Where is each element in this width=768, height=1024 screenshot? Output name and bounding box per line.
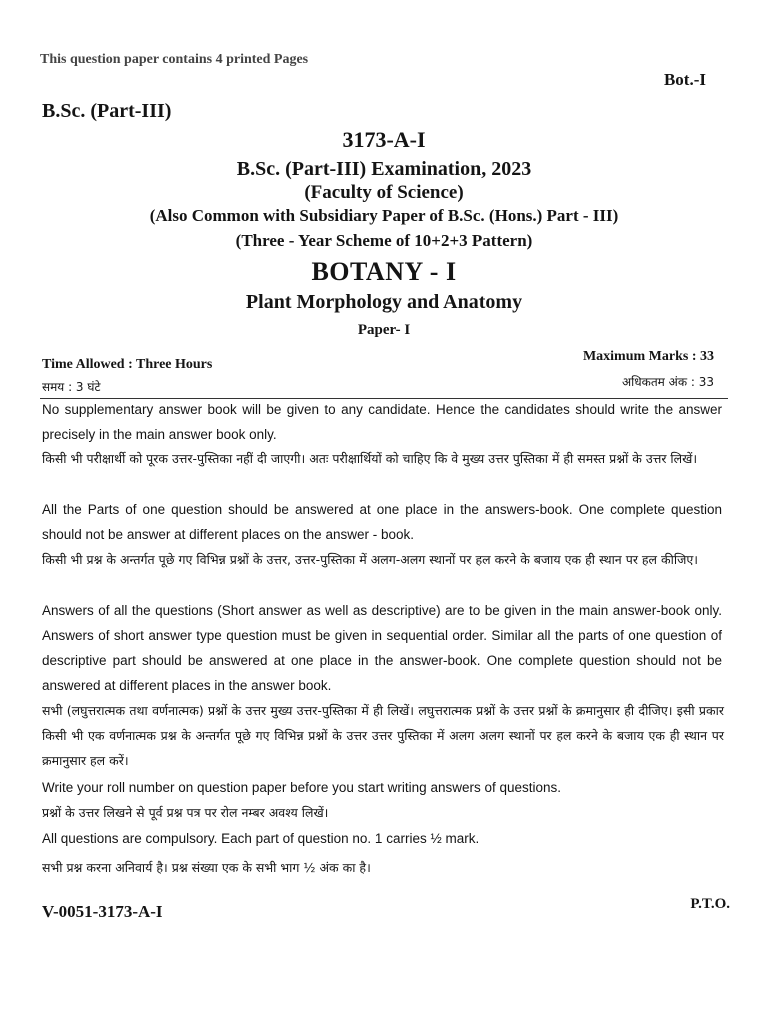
instruction-3-en: Answers of all the questions (Short answer as well as descriptive) are to be given in the main answer-book only. Answers of short answer type question must be given in sequential order. Similar all the parts of one question of descriptive part should be answered at one place in the answer-book. One complete question should not be answered at different places in the answer book. xyxy=(42,603,722,693)
maximum-marks: Maximum Marks : 33 xyxy=(582,349,714,364)
paper-number: Paper- I xyxy=(357,322,411,338)
top-cut-text: This question paper contains 4 printed Pages xyxy=(40,52,309,67)
paper-code-top: Bot.-I xyxy=(663,70,706,89)
pto-label: P.T.O. xyxy=(690,896,730,912)
time-allowed-hindi: समय : 3 घंटे xyxy=(42,380,101,394)
instruction-1-en: No supplementary answer book will be given to any candidate. Hence the candidates should write the answer precisely in the main answer book only. xyxy=(42,402,722,442)
scheme-line: (Three - Year Scheme of 10+2+3 Pattern) xyxy=(235,231,533,250)
instruction-2-hi: किसी भी प्रश्न के अन्तर्गत पूछे गए विभिन्न प्रश्नों के उत्तर, उत्तर-पुस्तिका में अलग-अलग स्थानों पर हल करने के बजाय एक ही स्थान पर हल कीजिए। xyxy=(42,552,698,567)
instruction-4-hi: प्रश्नों के उत्तर लिखने से पूर्व प्रश्न पत्र पर रोल नम्बर अवश्य लिखें। xyxy=(42,805,329,820)
common-line: (Also Common with Subsidiary Paper of B.Sc. (Hons.) Part - III) xyxy=(149,206,619,225)
paper-title: Plant Morphology and Anatomy xyxy=(245,291,523,313)
instruction-5-hi: सभी प्रश्न करना अनिवार्य है। प्रश्न संख्या एक के सभी भाग ½ अंक का है। xyxy=(42,860,371,875)
instruction-2-en: All the Parts of one question should be answered at one place in the answers-book. One complete question should not be answer at different places on the answer - book. xyxy=(42,502,722,542)
footer-code: V-0051-3173-A-I xyxy=(42,902,163,921)
course-label: B.Sc. (Part-III) xyxy=(42,100,172,122)
subject-title: BOTANY - I xyxy=(311,257,457,286)
instruction-4-en: Write your roll number on question paper before you start writing answers of questions. xyxy=(42,780,562,795)
maximum-marks-hindi: अधिकतम अंक : 33 xyxy=(621,375,714,389)
exam-title: B.Sc. (Part-III) Examination, 2023 xyxy=(236,158,532,180)
instruction-1-hi: किसी भी परीक्षार्थी को पूरक उत्तर-पुस्तिका नहीं दी जाएगी। अतः परीक्षार्थियों को चाहिए कि वे मुख्य उत्तर पुस्तिका में ही समस्त प्रश्नों के उत्तर लिखें। xyxy=(42,451,698,466)
faculty-line: (Faculty of Science) xyxy=(304,182,464,203)
exam-code: 3173-A-I xyxy=(342,127,426,152)
instruction-5-en: All questions are compulsory. Each part of question no. 1 carries ½ mark. xyxy=(42,831,480,846)
time-allowed: Time Allowed : Three Hours xyxy=(42,357,213,372)
instruction-3-hi: सभी (लघुत्तरात्मक तथा वर्णनात्मक) प्रश्नों के उत्तर मुख्य उत्तर-पुस्तिका में ही लिखें। लघुत्तरात्मक प्रश्नों के उत्तर प्रश्नों के क्रमानुसार ही दीजिए। इसी प्रकार किसी भी एक वर्णनात्मक प्रश्न के अन्तर्गत पूछे गए विभिन्न प्रश्नों के उत्तर उत्तर पुस्तिका में अलग अलग स्थानों पर हल करने के बजाय एक ही स्थान पर क्रमानुसार हल करें। xyxy=(42,703,724,768)
